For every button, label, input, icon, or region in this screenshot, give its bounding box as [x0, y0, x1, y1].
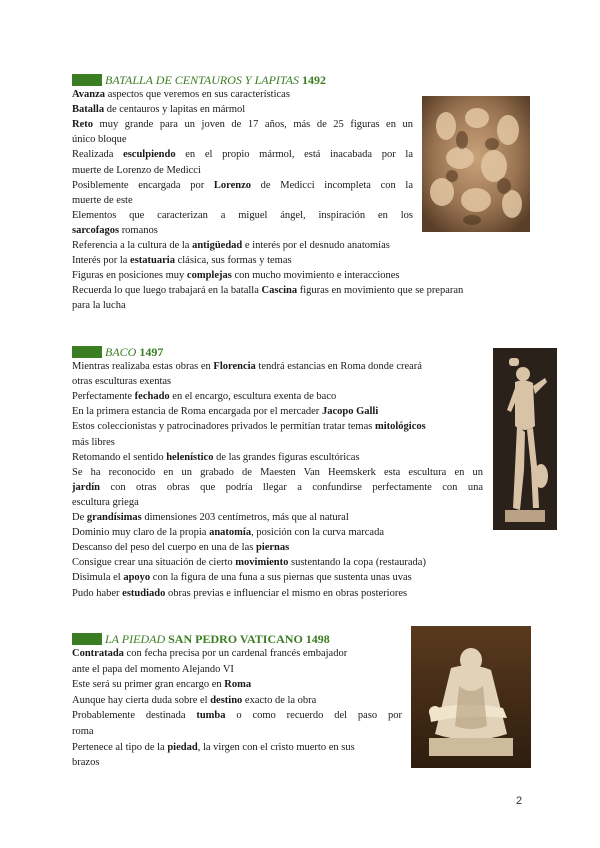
text-run: muerte de Lorenzo de Medicci	[72, 164, 201, 176]
bold-keyword: fechado	[134, 391, 170, 403]
bold-keyword: Avanza	[72, 89, 106, 100]
text-run: Pudo haber	[72, 587, 123, 599]
text-line	[72, 117, 413, 132]
bold-keyword: grandísimas	[86, 512, 142, 523]
bold-keyword: tumba	[196, 710, 226, 722]
section-heading-baco	[72, 344, 163, 360]
bold-keyword: destino	[210, 694, 243, 706]
text-run: con fecha precisa por un cardenal francés embajador	[123, 648, 348, 659]
text-line	[72, 510, 349, 525]
text-line	[72, 147, 413, 162]
text-line	[72, 693, 316, 708]
text-run: escultura griega	[72, 496, 139, 508]
text-line	[72, 570, 412, 585]
text-run: figuras en movimiento que se preparan	[297, 285, 464, 297]
text-line	[72, 223, 158, 238]
text-run: romanos	[119, 224, 158, 236]
text-run: Mientras realizaba estas obras en	[72, 361, 214, 372]
text-run: más libres	[72, 436, 115, 448]
text-run: Consigue crear una situación de cierto	[72, 557, 236, 569]
text-run: Descanso del peso del cuerpo en una de las	[72, 542, 256, 554]
text-run: con la figura de una funa a sus piernas que sustenta unas uvas	[150, 572, 412, 584]
bold-keyword: Lorenzo	[213, 179, 252, 191]
text-run: Referencia a la cultura de la	[72, 240, 193, 251]
page-number: 2	[516, 795, 523, 807]
text-run: ante el papa del momento Alejando VI	[72, 663, 234, 675]
bold-keyword: Batalla	[72, 104, 105, 116]
bold-keyword: movimiento	[235, 557, 289, 569]
heading-bar	[72, 74, 102, 86]
text-run: con mucho movimiento e interacciones	[231, 270, 400, 282]
text-line	[72, 480, 483, 495]
text-line	[72, 540, 289, 555]
text-run: o como recuerdo del paso por	[225, 710, 402, 722]
text-line	[72, 662, 234, 677]
text-run: Posiblemente encargada por	[72, 179, 214, 191]
text-run: Perfectamente	[72, 391, 135, 403]
text-line	[72, 359, 422, 374]
bold-keyword: anatomía	[209, 527, 252, 539]
section-title: LA PIEDAD	[105, 632, 166, 646]
text-line	[72, 132, 127, 147]
bold-keyword: Reto	[72, 119, 93, 131]
section-year: 1492	[302, 73, 327, 87]
text-line	[72, 268, 400, 283]
text-run: e interés por el desnudo anatomías	[242, 240, 390, 251]
text-line	[72, 677, 251, 692]
text-run: de centauros y lapitas en mármol	[104, 104, 246, 116]
text-line	[72, 178, 413, 193]
text-run: obras previas e influenciar el mismo en obras posteriores	[165, 587, 408, 599]
bold-keyword: apoyo	[123, 572, 151, 584]
text-line	[72, 555, 426, 570]
text-run: Elementos que caracterizan a miguel ángel, inspiración en los	[72, 209, 413, 221]
text-line	[72, 298, 126, 313]
text-line	[72, 435, 115, 450]
section-heading-piedad	[72, 631, 330, 647]
text-run: exacto de la obra	[242, 694, 317, 706]
text-run: muerte de este	[72, 194, 133, 206]
text-line	[72, 208, 413, 223]
text-run: tendrá estancias en Roma donde creará	[255, 361, 422, 372]
baco-statue-image	[493, 348, 557, 530]
piedad-statue-image	[411, 626, 531, 768]
text-line	[72, 755, 99, 770]
bold-keyword: esculpiendo	[123, 149, 176, 161]
heading-bar	[72, 346, 102, 358]
text-line	[72, 419, 426, 434]
text-run: , la virgen con el cristo muerto en sus	[197, 741, 355, 753]
text-run: muy grande para un joven de 17 años, más de 25 figuras en un	[93, 119, 413, 131]
heading-bar	[72, 633, 102, 645]
text-run: Recuerda lo que luego trabajará en la batalla	[72, 285, 262, 297]
bold-keyword: Jacopo Galli	[321, 406, 379, 418]
text-run: , posición con la curva marcada	[251, 527, 385, 539]
text-line	[72, 374, 171, 389]
bold-keyword: helenístico	[166, 451, 214, 463]
text-line	[72, 646, 347, 661]
section-title: BATALLA DE CENTAUROS Y LAPITAS	[105, 73, 300, 87]
text-line	[72, 740, 355, 755]
text-run: sustentando la copa (restaurada)	[288, 557, 426, 569]
text-line	[72, 708, 402, 723]
bold-keyword: complejas	[186, 270, 232, 282]
text-run: de las grandes figuras escultóricas	[213, 451, 360, 463]
text-run: Realizada	[72, 149, 124, 161]
bold-keyword: Contratada	[72, 648, 124, 659]
text-run: En la primera estancia de Roma encargada por el mercader	[72, 406, 322, 418]
text-line	[72, 495, 139, 510]
text-run: Dominio muy claro de la propia	[72, 527, 210, 539]
section-year: 1497	[139, 345, 164, 359]
text-run: Se ha reconocido en un grabado de Maesten Van Heemskerk esta escultura en un	[72, 466, 483, 478]
text-line	[72, 525, 384, 540]
text-run: Figuras en posiciones muy	[72, 270, 187, 282]
text-line	[72, 586, 407, 601]
bold-keyword: estudiado	[122, 587, 166, 599]
text-run: Pertenece al tipo de la	[72, 741, 168, 753]
text-run: Interés por la	[72, 255, 131, 267]
bold-keyword: piedad	[167, 741, 198, 753]
text-line	[72, 102, 245, 117]
bold-keyword: Cascina	[261, 285, 298, 297]
text-run: clásica, sus formas y temas	[174, 255, 292, 267]
text-run: Probablemente destinada	[72, 710, 197, 722]
text-line	[72, 87, 290, 102]
text-run: brazos	[72, 757, 100, 769]
section-year: SAN PEDRO VATICANO 1498	[168, 632, 330, 646]
text-line	[72, 724, 94, 739]
text-run: Aunque hay cierta duda sobre el	[72, 694, 211, 706]
text-run: Retomando el sentido	[72, 451, 167, 463]
text-line	[72, 465, 483, 480]
text-run: Estos coleccionistas y patrocinadores privados le permitían tratar temas	[72, 421, 375, 433]
text-run: roma	[72, 726, 94, 737]
text-run: en el propio mármol, está inacabada por la	[175, 149, 413, 161]
bold-keyword: antigüedad	[192, 240, 243, 251]
bold-keyword: jardín	[72, 481, 101, 493]
text-run: Este será su primer gran encargo en	[72, 679, 225, 691]
text-run: único bloque	[72, 134, 127, 146]
bold-keyword: Florencia	[213, 361, 256, 372]
text-run: dimensiones 203 centímetros, más que al natural	[141, 512, 349, 523]
bold-keyword: estatuaria	[130, 255, 175, 267]
text-run: con otras obras que podría llegar a confundirse perfectamente con una	[100, 481, 483, 493]
section-heading-batalla	[72, 72, 326, 88]
text-line	[72, 253, 292, 268]
text-line	[72, 404, 378, 419]
text-run: otras esculturas exentas	[72, 376, 172, 388]
bold-keyword: mitológicos	[374, 421, 426, 433]
bold-keyword: piernas	[255, 542, 290, 554]
text-line	[72, 389, 336, 404]
text-line	[72, 283, 463, 298]
text-run: aspectos que veremos en sus características	[105, 89, 290, 100]
text-line	[72, 163, 201, 178]
batalla-relief-image	[422, 96, 530, 232]
text-run: De	[72, 512, 87, 523]
text-run: para la lucha	[72, 300, 126, 312]
text-line	[72, 450, 360, 465]
bold-keyword: sarcofagos	[72, 224, 120, 236]
bold-keyword: Roma	[224, 679, 252, 691]
text-line	[72, 193, 133, 208]
section-title: BACO	[105, 345, 137, 359]
text-line	[72, 238, 390, 253]
text-run: de Medicci incompleta con la	[251, 179, 413, 191]
text-run: Disimula el	[72, 572, 124, 584]
text-run: en el encargo, escultura exenta de baco	[169, 391, 337, 403]
